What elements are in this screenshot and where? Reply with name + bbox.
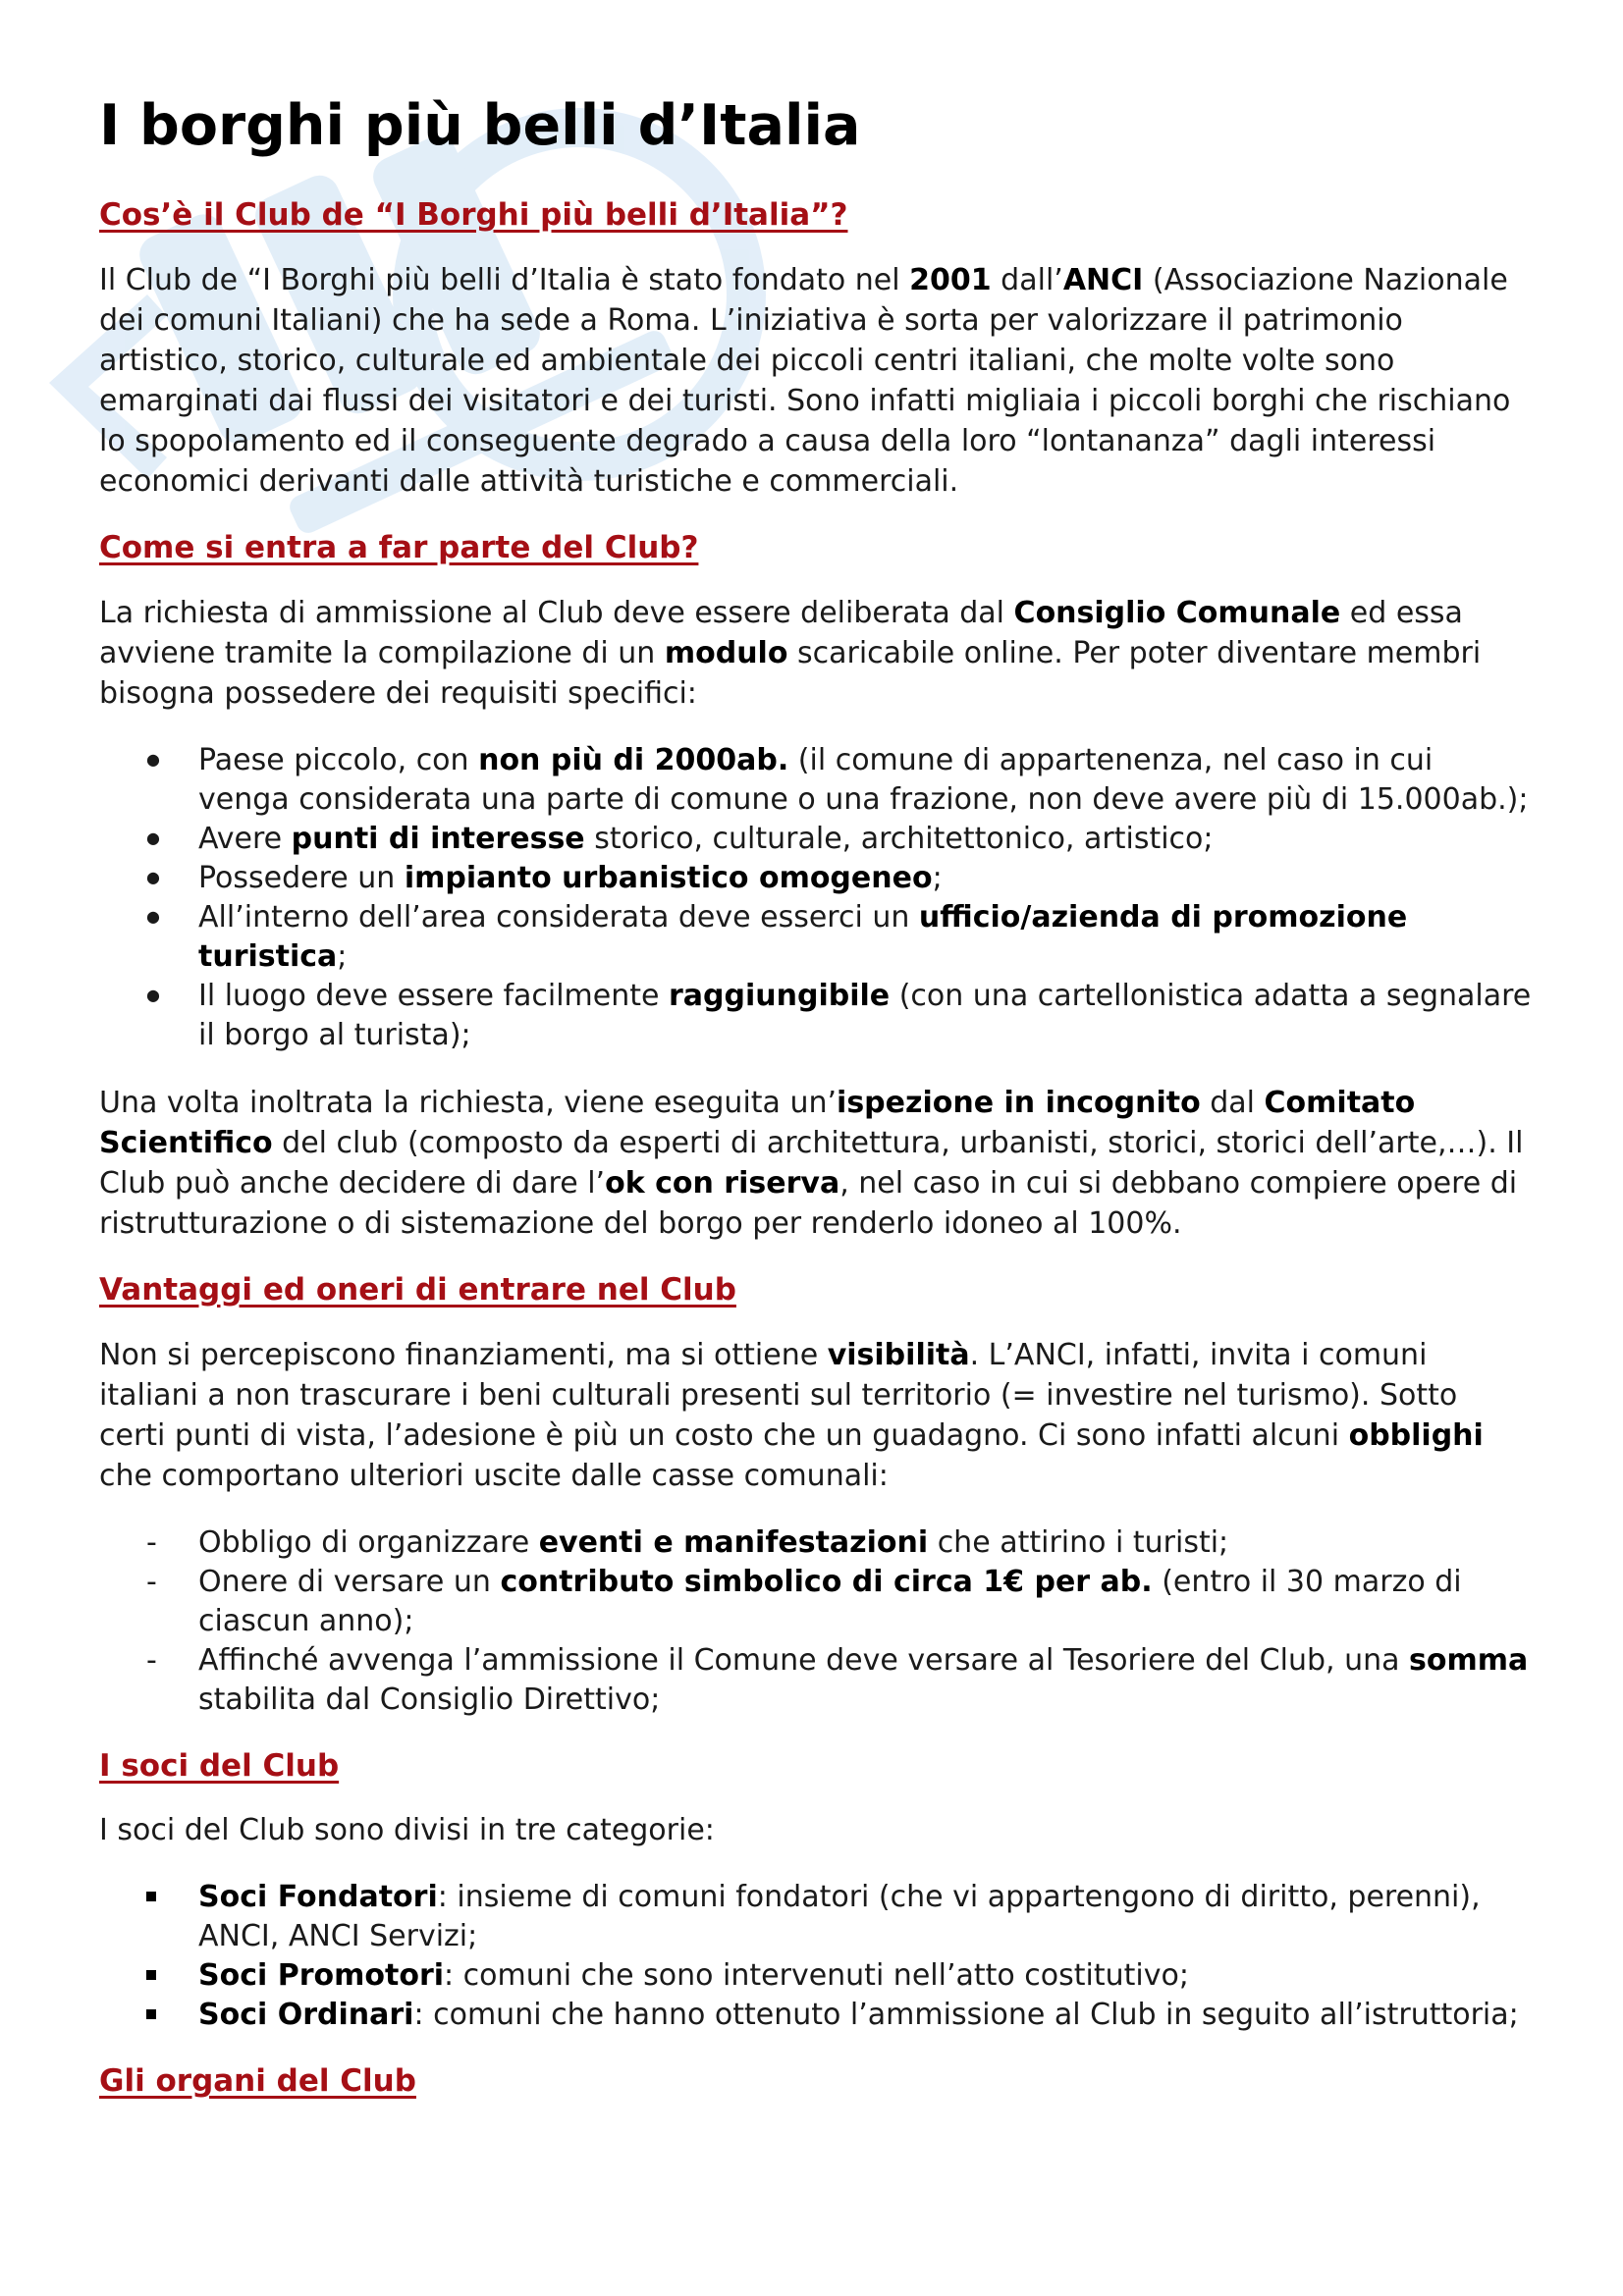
dash-icon (146, 1523, 176, 1563)
list-item: ● All’interno dell’area considerata deve esserci un ufficio/azienda di promozione turistica; (99, 898, 1533, 977)
list-item: Soci Promotori: comuni che sono intervenuti nell’atto costitutivo; (99, 1956, 1533, 1996)
square-bullet-icon (146, 1996, 176, 2035)
list-item: - Affinché avvenga l’ammissione il Comune deve versare al Tesoriere del Club, una somma stabilita dal Consiglio Direttivo; (99, 1641, 1533, 1720)
members-list (99, 1878, 1533, 2035)
dash-icon (146, 1641, 176, 1681)
bullet-icon (146, 898, 176, 941)
list-item: Soci Ordinari: comuni che hanno ottenuto l’ammissione al Club in seguito all’istruttoria; (99, 1996, 1533, 2035)
paragraph-members-intro: I soci del Club sono divisi in tre categorie: (99, 1813, 715, 1848)
list-item: - Onere di versare un contributo simbolico di circa 1€ per ab. (entro il 30 marzo di ciascun anno); (99, 1563, 1533, 1641)
list-item: ● Paese piccolo, con non più di 2000ab. (il comune di appartenenza, nel caso in cui venga considerata una parte di comune o una frazione, non deve avere più di 15.000ab.); (99, 741, 1533, 820)
obligations-list (99, 1523, 1533, 1720)
section-heading-members: I soci del Club (99, 1747, 340, 1784)
section-heading-advantages: Vantaggi ed oneri di entrare nel Club (99, 1271, 736, 1308)
bullet-icon (146, 859, 176, 902)
paragraph-admission-request: La richiesta di ammissione al Club deve essere deliberata dal Consiglio Comunale ed essa avviene tramite la compilazione di un modulo scaricabile online. Per poter diventare membri bisogna possedere dei requisiti specifici: (99, 595, 1482, 711)
document-page (99, 93, 1533, 2126)
bullet-icon (146, 977, 176, 1020)
section-heading-organs: Gli organi del Club (99, 2063, 416, 2100)
list-item: ● Possedere un impianto urbanistico omogeneo; (99, 859, 1533, 898)
paragraph-club-history: Il Club de “I Borghi più belli d’Italia è stato fondato nel 2001 dall’ANCI (Associazione Nazionale dei comuni Italiani) che ha sede a Roma. L’iniziativa è sorta per valorizzare il patrimonio artistico, storico, culturale ed ambientale dei piccoli centri italiani, che molte volte sono emarginati dai flussi dei visitatori e dei turisti. Sono infatti migliaia i piccoli borghi che rischiano lo spopolamento ed il conseguente degrado a causa della loro “lontananza” dagli interessi economici derivanti dalle attività turistiche e commerciali. (99, 263, 1511, 499)
paragraph-visibility: Non si percepiscono finanziamenti, ma si ottiene visibilità. L’ANCI, infatti, invita i comuni italiani a non trascurare i beni culturali presenti sul territorio (= investire nel turismo). Sotto certi punti di vista, l’adesione è più un costo che un guadagno. Ci sono infatti alcuni obblighi che comportano ulteriori uscite dalle casse comunali: (99, 1337, 1484, 1493)
page-title: I borghi più belli d’Italia (99, 93, 861, 158)
list-item: - Obbligo di organizzare eventi e manifestazioni che attirino i turisti; (99, 1523, 1533, 1563)
paragraph-inspection: Una volta inoltrata la richiesta, viene eseguita un’ispezione in incognito dal Comitato Scientifico del club (composto da esperti di architettura, urbanisti, storici, storici dell’arte,…). Il Club può anche decidere di dare l’ok con riserva, nel caso in cui si debbano compiere opere di ristrutturazione o di sistemazione del borgo per renderlo idoneo al 100%. (99, 1085, 1524, 1241)
bullet-icon (146, 820, 176, 863)
list-item: ● Avere punti di interesse storico, culturale, architettonico, artistico; (99, 820, 1533, 859)
requirements-list (99, 741, 1533, 1055)
section-heading-club: Cos’è il Club de “I Borghi più belli d’Italia”? (99, 197, 848, 234)
list-item: ● Il luogo deve essere facilmente raggiungibile (con una cartellonistica adatta a segnalare il borgo al turista); (99, 977, 1533, 1055)
list-item: Soci Fondatori: insieme di comuni fondatori (che vi appartengono di diritto, perenni), ANCI, ANCI Servizi; (99, 1878, 1533, 1956)
bullet-icon (146, 741, 176, 784)
section-heading-membership: Come si entra a far parte del Club? (99, 530, 699, 565)
square-bullet-icon (146, 1878, 176, 1917)
dash-icon (146, 1563, 176, 1602)
square-bullet-icon (146, 1956, 176, 1996)
